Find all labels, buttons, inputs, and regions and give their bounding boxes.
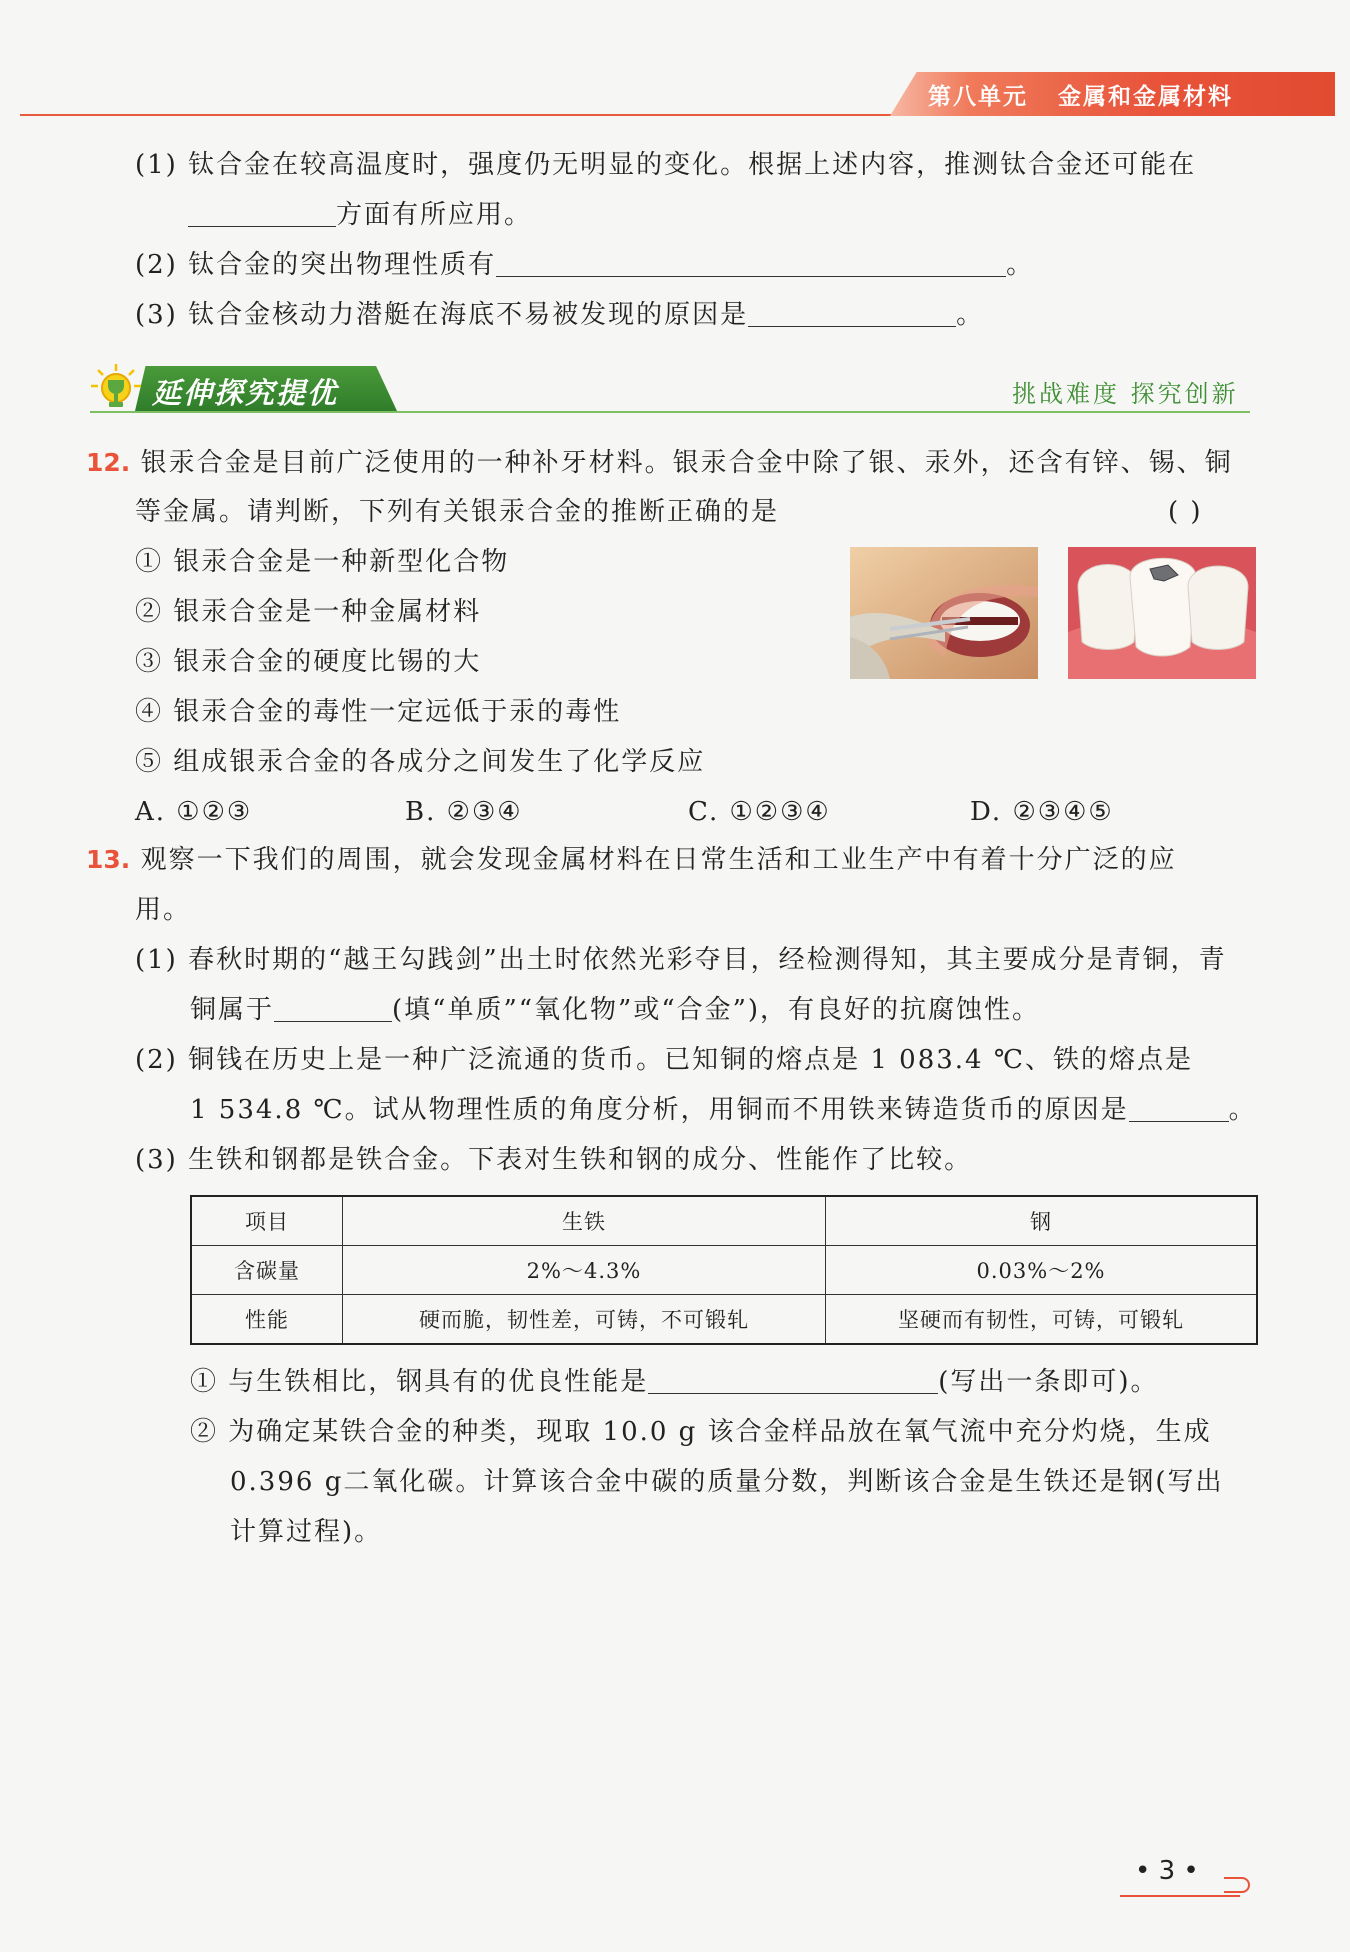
q13-part2-text: 1 534.8 ℃。试从物理性质的角度分析，用铜而不用铁来铸造货币的原因是 — [190, 1095, 1129, 1125]
q12-option-a[interactable]: A. ①②③ — [135, 797, 253, 827]
q11-part1-line1: (1) 钛合金在较高温度时，强度仍无明显的变化。根据上述内容，推测钛合金还可能在 — [135, 150, 1197, 180]
table-cell: 含碳量 — [191, 1246, 343, 1295]
trophy-icon — [88, 362, 144, 418]
answer-blank[interactable] — [188, 200, 336, 227]
q12-answer-paren[interactable]: ( ) — [1168, 497, 1203, 527]
answer-blank[interactable] — [648, 1367, 938, 1394]
q13-part2-line2 — [190, 1093, 1257, 1127]
q13-sub2-line3: 计算过程)。 — [230, 1517, 383, 1547]
q13-sub2-line1: ② 为确定某铁合金的种类，现取 10.0 g 该合金样品放在氧气流中充分灼烧，生成 — [190, 1417, 1212, 1447]
q13-part3: (3) 生铁和钢都是铁合金。下表对生铁和钢的成分、性能作了比较。 — [135, 1145, 973, 1175]
q11-part3-text: (3) 钛合金核动力潜艇在海底不易被发现的原因是 — [135, 300, 749, 330]
q11-part2 — [135, 248, 1034, 282]
q11-part1-line2 — [188, 198, 532, 232]
q12-item-3: ③ 银汞合金的硬度比锡的大 — [135, 647, 482, 677]
section-subtitle: 挑战难度 探究创新 — [1012, 380, 1239, 408]
answer-blank[interactable] — [274, 995, 392, 1022]
q12-stem-text: 银汞合金是目前广泛使用的一种补牙材料。银汞合金中除了银、汞外，还含有锌、锡、铜 — [140, 448, 1233, 478]
q13-part1-suffix: (填“单质”“氧化物”或“合金”)，有良好的抗腐蚀性。 — [392, 995, 1041, 1025]
q13-sub1-suffix: (写出一条即可)。 — [938, 1367, 1159, 1397]
table-header: 钢 — [826, 1196, 1258, 1246]
section-title: 延伸探究提优 — [152, 376, 339, 410]
q13-part1-prefix: 铜属于 — [190, 995, 275, 1025]
q13-part1-line1: (1) 春秋时期的“越王勾践剑”出土时依然光彩夺目，经检测得知，其主要成分是青铜，青 — [135, 945, 1227, 975]
chapter-header — [928, 78, 1263, 111]
table-cell: 坚硬而有韧性，可铸，可锻轧 — [826, 1295, 1258, 1345]
q12-option-c[interactable]: C. ①②③④ — [688, 797, 831, 827]
q12-stem-line2: 等金属。请判断，下列有关银汞合金的推断正确的是 — [135, 497, 780, 527]
page-corner-arrow-icon — [1222, 1872, 1252, 1898]
table-header-row — [191, 1196, 1257, 1246]
table-header: 生铁 — [343, 1196, 826, 1246]
answer-blank[interactable] — [1129, 1095, 1229, 1122]
q12-item-5: ⑤ 组成银汞合金的各成分之间发生了化学反应 — [135, 747, 706, 777]
q13-stem-line2: 用。 — [135, 895, 192, 925]
q13-stem-line1 — [86, 843, 1177, 877]
q13-stem-text: 观察一下我们的周围，就会发现金属材料在日常生活和工业生产中有着十分广泛的应 — [140, 845, 1177, 875]
q12-stem-line1 — [86, 446, 1233, 480]
q12-number: 12. — [86, 448, 131, 477]
q11-part2-end: 。 — [1006, 250, 1035, 280]
dental-treatment-photo — [850, 547, 1038, 679]
tooth-filling-illustration — [1068, 547, 1256, 679]
q11-part2-text: (2) 钛合金的突出物理性质有 — [135, 250, 497, 280]
table-cell: 硬而脆，韧性差，可铸，不可锻轧 — [343, 1295, 826, 1345]
topic-label: 金属和金属材料 — [1058, 84, 1233, 110]
q12-item-4: ④ 银汞合金的毒性一定远低于汞的毒性 — [135, 697, 622, 727]
table-cell: 2%～4.3% — [343, 1246, 826, 1295]
q11-part1-suffix: 方面有所应用。 — [336, 200, 533, 230]
q12-option-b[interactable]: B. ②③④ — [405, 797, 523, 827]
q11-part3-end: 。 — [956, 300, 985, 330]
table-row — [191, 1246, 1257, 1295]
q13-number: 13. — [86, 845, 131, 874]
q13-part2-line1: (2) 铜钱在历史上是一种广泛流通的货币。已知铜的熔点是 1 083.4 ℃、铁的熔点是 — [135, 1045, 1193, 1075]
iron-steel-comparison-table — [190, 1195, 1258, 1345]
q12-item-1: ① 银汞合金是一种新型化合物 — [135, 547, 510, 577]
q13-part1-line2 — [190, 993, 1040, 1027]
q12-option-d[interactable]: D. ②③④⑤ — [970, 797, 1114, 827]
q11-part3 — [135, 298, 984, 332]
q13-sub2-line2: 0.396 g二氧化碳。计算该合金中碳的质量分数，判断该合金是生铁还是钢(写出 — [230, 1467, 1224, 1497]
table-cell: 0.03%～2% — [826, 1246, 1258, 1295]
table-cell: 性能 — [191, 1295, 343, 1345]
q12-item-2: ② 银汞合金是一种金属材料 — [135, 597, 482, 627]
q13-part2-end: 。 — [1228, 1095, 1257, 1125]
q13-sub1-text: ① 与生铁相比，钢具有的优良性能是 — [190, 1367, 649, 1397]
answer-blank[interactable] — [496, 250, 1006, 277]
table-header: 项目 — [191, 1196, 343, 1246]
page-number: • 3 • — [1135, 1856, 1199, 1886]
table-row — [191, 1295, 1257, 1345]
unit-label: 第八单元 — [928, 84, 1028, 110]
answer-blank[interactable] — [748, 300, 956, 327]
q13-sub1 — [190, 1365, 1159, 1399]
